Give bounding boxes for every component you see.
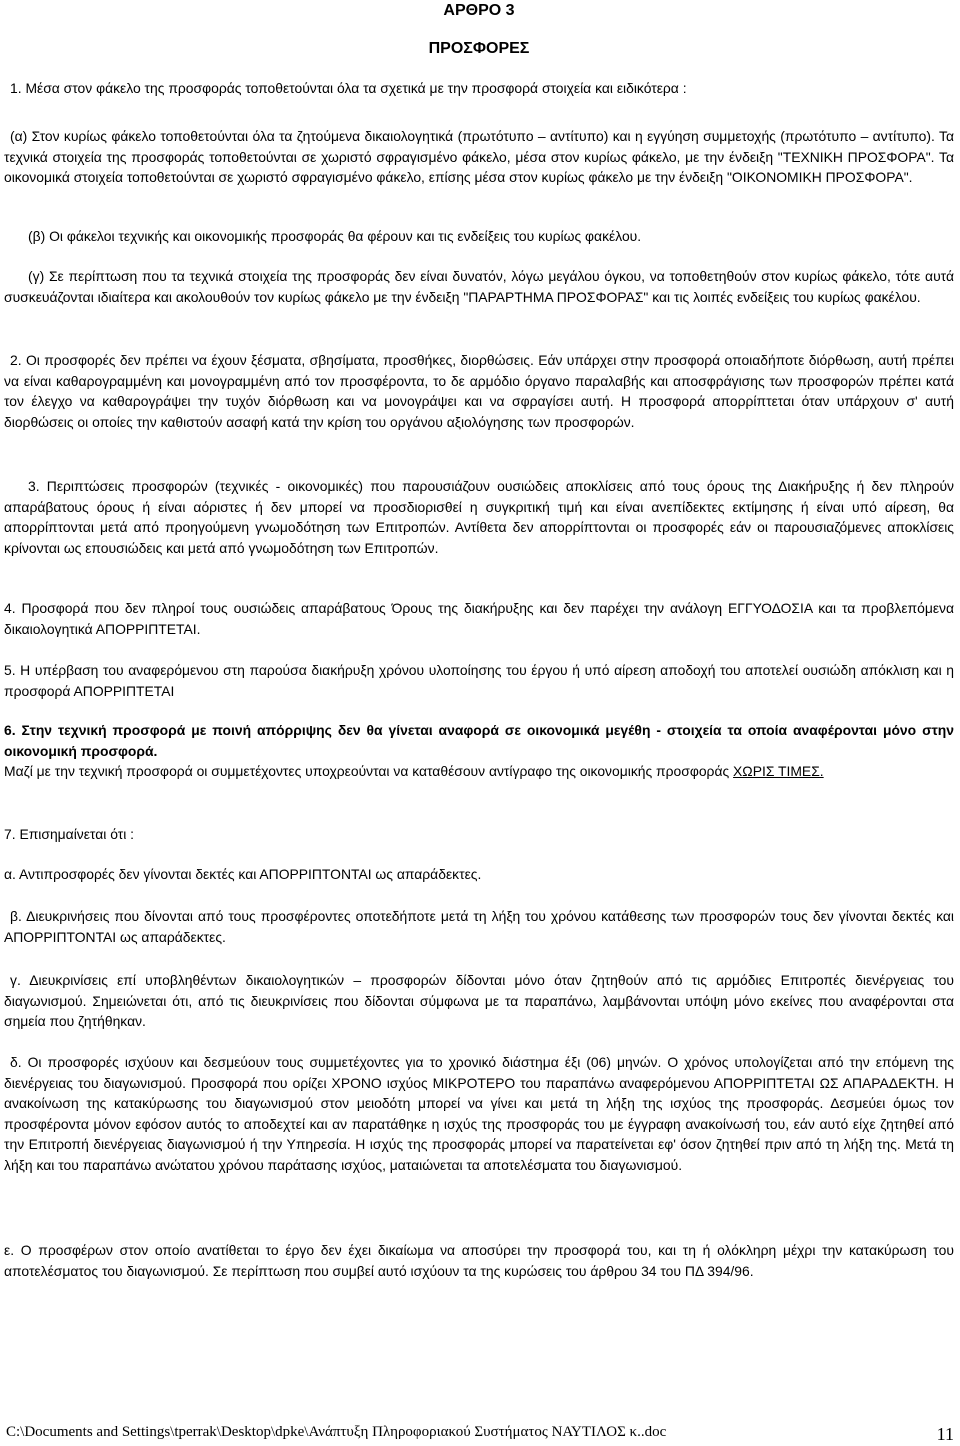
paragraph-7a: α. Αντιπροσφορές δεν γίνονται δεκτές και ΑΠΟΡΡΙΠΤΟΝΤΑΙ ως απαράδεκτες. — [4, 866, 482, 882]
paragraph-7c: γ. Διευκρινίσεις επί υποβληθέντων δικαιολογητικών – προσφορών δίδονται μόνο όταν ζητηθούν από τις αρμόδιες Επιτροπές διενέργειας του διαγωνισμού. Σημειώνεται ότι, από τις διευκρινίσεις που δίδονται σύμφωνα με τα παραπάνω, λαμβάνονται υπόψη μόνο εκείνες που αναφέρονται στα σημεία που ζητήθηκαν. — [4, 972, 954, 1029]
article-title: ΑΡΘΡΟ 3 — [443, 2, 515, 19]
paragraph-6-underline: ΧΩΡΙΣ ΤΙΜΕΣ. — [733, 763, 824, 779]
paragraph-6-text: Μαζί με την τεχνική προσφορά οι συμμετέχοντες υποχρεούνται να καταθέσουν αντίγραφο της οικονομικής προσφοράς — [4, 763, 730, 779]
paragraph-1: 1. Μέσα στον φάκελο της προσφοράς τοποθετούνται όλα τα σχετικά με την προσφορά στοιχεία και ειδικότερα : — [10, 80, 687, 96]
paragraph-6 — [4, 720, 954, 782]
paragraph-4: 4. Προσφορά που δεν πληροί τους ουσιώδεις απαράβατους Όρους της διακήρυξης και δεν παρέχει την ανάλογη ΕΓΓΥΟΔΟΣΙΑ και τα προβλεπόμενα δικαιολογητικά ΑΠΟΡΡΙΠΤΕΤΑΙ. — [4, 600, 954, 637]
footer-file-path: C:\Documents and Settings\tperrak\Desktop\dpke\Ανάπτυξη Πληροφοριακού Συστήματος ΝΑΥΤΙΛΟΣ κ..doc — [6, 1424, 667, 1440]
paragraph-7: 7. Επισημαίνεται ότι : — [4, 826, 135, 842]
paragraph-3: 3. Περιπτώσεις προσφορών (τεχνικές - οικονομικές) που παρουσιάζουν ουσιώδεις αποκλίσεις από τους όρους της Διακήρυξης ή δεν πληρούν απαράβατους όρους ή είναι αόριστες ή δεν μπορεί να προσδιορισθεί η συγκριτική τιμή και είναι ανεπίδεκτες εκτίμησης ή είναι υπό αίρεση, θα απορρίπτονται μετά από προηγούμενη γνωμοδότηση των Επιτροπών. Αντίθετα δεν απορρίπτονται οι προσφορές εάν οι παρουσιαζόμενες αποκλίσεις κρίνονται ως επουσιώδεις και μετά από γνωμοδότηση των Επιτροπών. — [4, 478, 954, 556]
article-subtitle: ΠΡΟΣΦΟΡΕΣ — [428, 40, 530, 57]
paragraph-7e: ε. Ο προσφέρων στον οποίο ανατίθεται το έργο δεν έχει δικαίωμα να αποσύρει την προσφορά του, και τη ή ολόκληρη μέχρι την κατακύρωση του αποτελέσματος του διαγωνισμού. Σε περίπτωση που συμβεί αυτό ισχύουν τα της κυρώσεις του άρθρου 34 του ΠΔ 394/96. — [4, 1242, 954, 1279]
page-number: 11 — [936, 1424, 954, 1444]
paragraph-6-bold: 6. Στην τεχνική προσφορά με ποινή απόρριψης δεν θα γίνεται αναφορά σε οικονομικά μεγέθη - στοιχεία τα οποία αναφέρονται μόνο στην οικονομική προσφορά. — [4, 722, 954, 759]
paragraph-1a: (α) Στον κυρίως φάκελο τοποθετούνται όλα τα ζητούμενα δικαιολογητικά (πρωτότυπο – αντίτυπο) και η εγγύηση συμμετοχής (πρωτότυπο – αντίτυπο). Τα τεχνικά στοιχεία της προσφοράς τοποθετούνται σε χωριστό σφραγισμένο φάκελο, μέσα στον κυρίως φάκελο, με την ένδειξη "ΤΕΧΝΙΚΗ ΠΡΟΣΦΟΡΑ". Τα οικονομικά στοιχεία τοποθετούνται σε χωριστό σφραγισμένο φάκελο, επίσης μέσα στον κυρίως φάκελο με την ένδειξη "ΟΙΚΟΝΟΜΙΚΗ ΠΡΟΣΦΟΡΑ". — [4, 128, 954, 185]
paragraph-2: 2. Οι προσφορές δεν πρέπει να έχουν ξέσματα, σβησίματα, προσθήκες, διορθώσεις. Εάν υπάρχει στην προσφορά οποιαδήποτε διόρθωση, αυτή πρέπει να είναι καθαρογραμμένη και μονογραμμένη από τον προσφέροντα, το δε αρμόδιο όργανο παραλαβής και αποσφράγισης των προσφορών πρέπει κατά τον έλεγχο να καθαρογράψει την τυχόν διόρθωση και να μονογράψει και να σφραγίσει αυτή. Η προσφορά απορρίπτεται όταν υπάρχουν σ' αυτή διορθώσεις οι οποίες την καθιστούν ασαφή κατά την κρίση του οργάνου αξιολόγησης των προσφορών. — [4, 352, 954, 430]
paragraph-7b: β. Διευκρινήσεις που δίνονται από τους προσφέροντες οποτεδήποτε μετά τη λήξη του χρόνου κατάθεσης των προσφορών τους δεν γίνονται δεκτές και ΑΠΟΡΡΙΠΤΟΝΤΑΙ ως απαράδεκτες. — [4, 908, 954, 945]
document-page — [4, 0, 954, 1279]
paragraph-5: 5. Η υπέρβαση του αναφερόμενου στη παρούσα διακήρυξη χρόνου υλοποίησης του έργου ή υπό αίρεση αποδοχή του αποτελεί ουσιώδη απόκλιση και η προσφορά ΑΠΟΡΡΙΠΤΕΤΑΙ — [4, 662, 954, 699]
paragraph-7d: δ. Οι προσφορές ισχύουν και δεσμεύουν τους συμμετέχοντες για το χρονικό διάστημα έξι (06) μηνών. Ο χρόνος υπολογίζεται από την επόμενη της διενέργειας του διαγωνισμού. Προσφορά που ορίζει ΧΡΟΝΟ ισχύος ΜΙΚΡΟΤΕΡΟ του παραπάνω αναφερόμενου ΑΠΟΡΡΙΠΤΕΤΑΙ ΩΣ ΑΠΑΡΑΔΕΚΤΗ. Η ανακοίνωση της κατακύρωσης του διαγωνισμού στον μειοδότη μπορεί να γίνει και μετά τη λήξη της ισχύος της προσφοράς. Δεσμεύει όμως τον προσφέροντα μόνον εφόσον αυτός το αποδεχτεί και αν παρατάθηκε η ισχύς της προσφοράς του με έγγραφη ανακοίνωσή του, εάν αυτό είχε ζητηθεί από την Επιτροπή διενέργειας διαγωνισμού ή την Υπηρεσία. Η ισχύς της προσφοράς μπορεί να παρατείνεται εφ' όσον ζητηθεί πριν από τη λήξη της. Μετά τη λήξη και του παραπάνω ανώτατου χρόνου παράτασης ισχύος, ματαιώνεται τα αποτελέσματα του διαγωνισμού. — [4, 1054, 954, 1173]
paragraph-1c: (γ) Σε περίπτωση που τα τεχνικά στοιχεία της προσφοράς δεν είναι δυνατόν, λόγω μεγάλου όγκου, να τοποθετηθούν στον κυρίως φάκελο, τότε αυτά συσκευάζονται ιδιαίτερα και ακολουθούν τον κυρίως φάκελο με την ένδειξη "ΠΑΡΑΡΤΗΜΑ ΠΡΟΣΦΟΡΑΣ" και τις λοιπές ενδείξεις του κυρίως φακέλου. — [4, 268, 954, 305]
paragraph-1b: (β) Οι φάκελοι τεχνικής και οικονομικής προσφοράς θα φέρουν και τις ενδείξεις του κυρίως φακέλου. — [28, 228, 642, 244]
